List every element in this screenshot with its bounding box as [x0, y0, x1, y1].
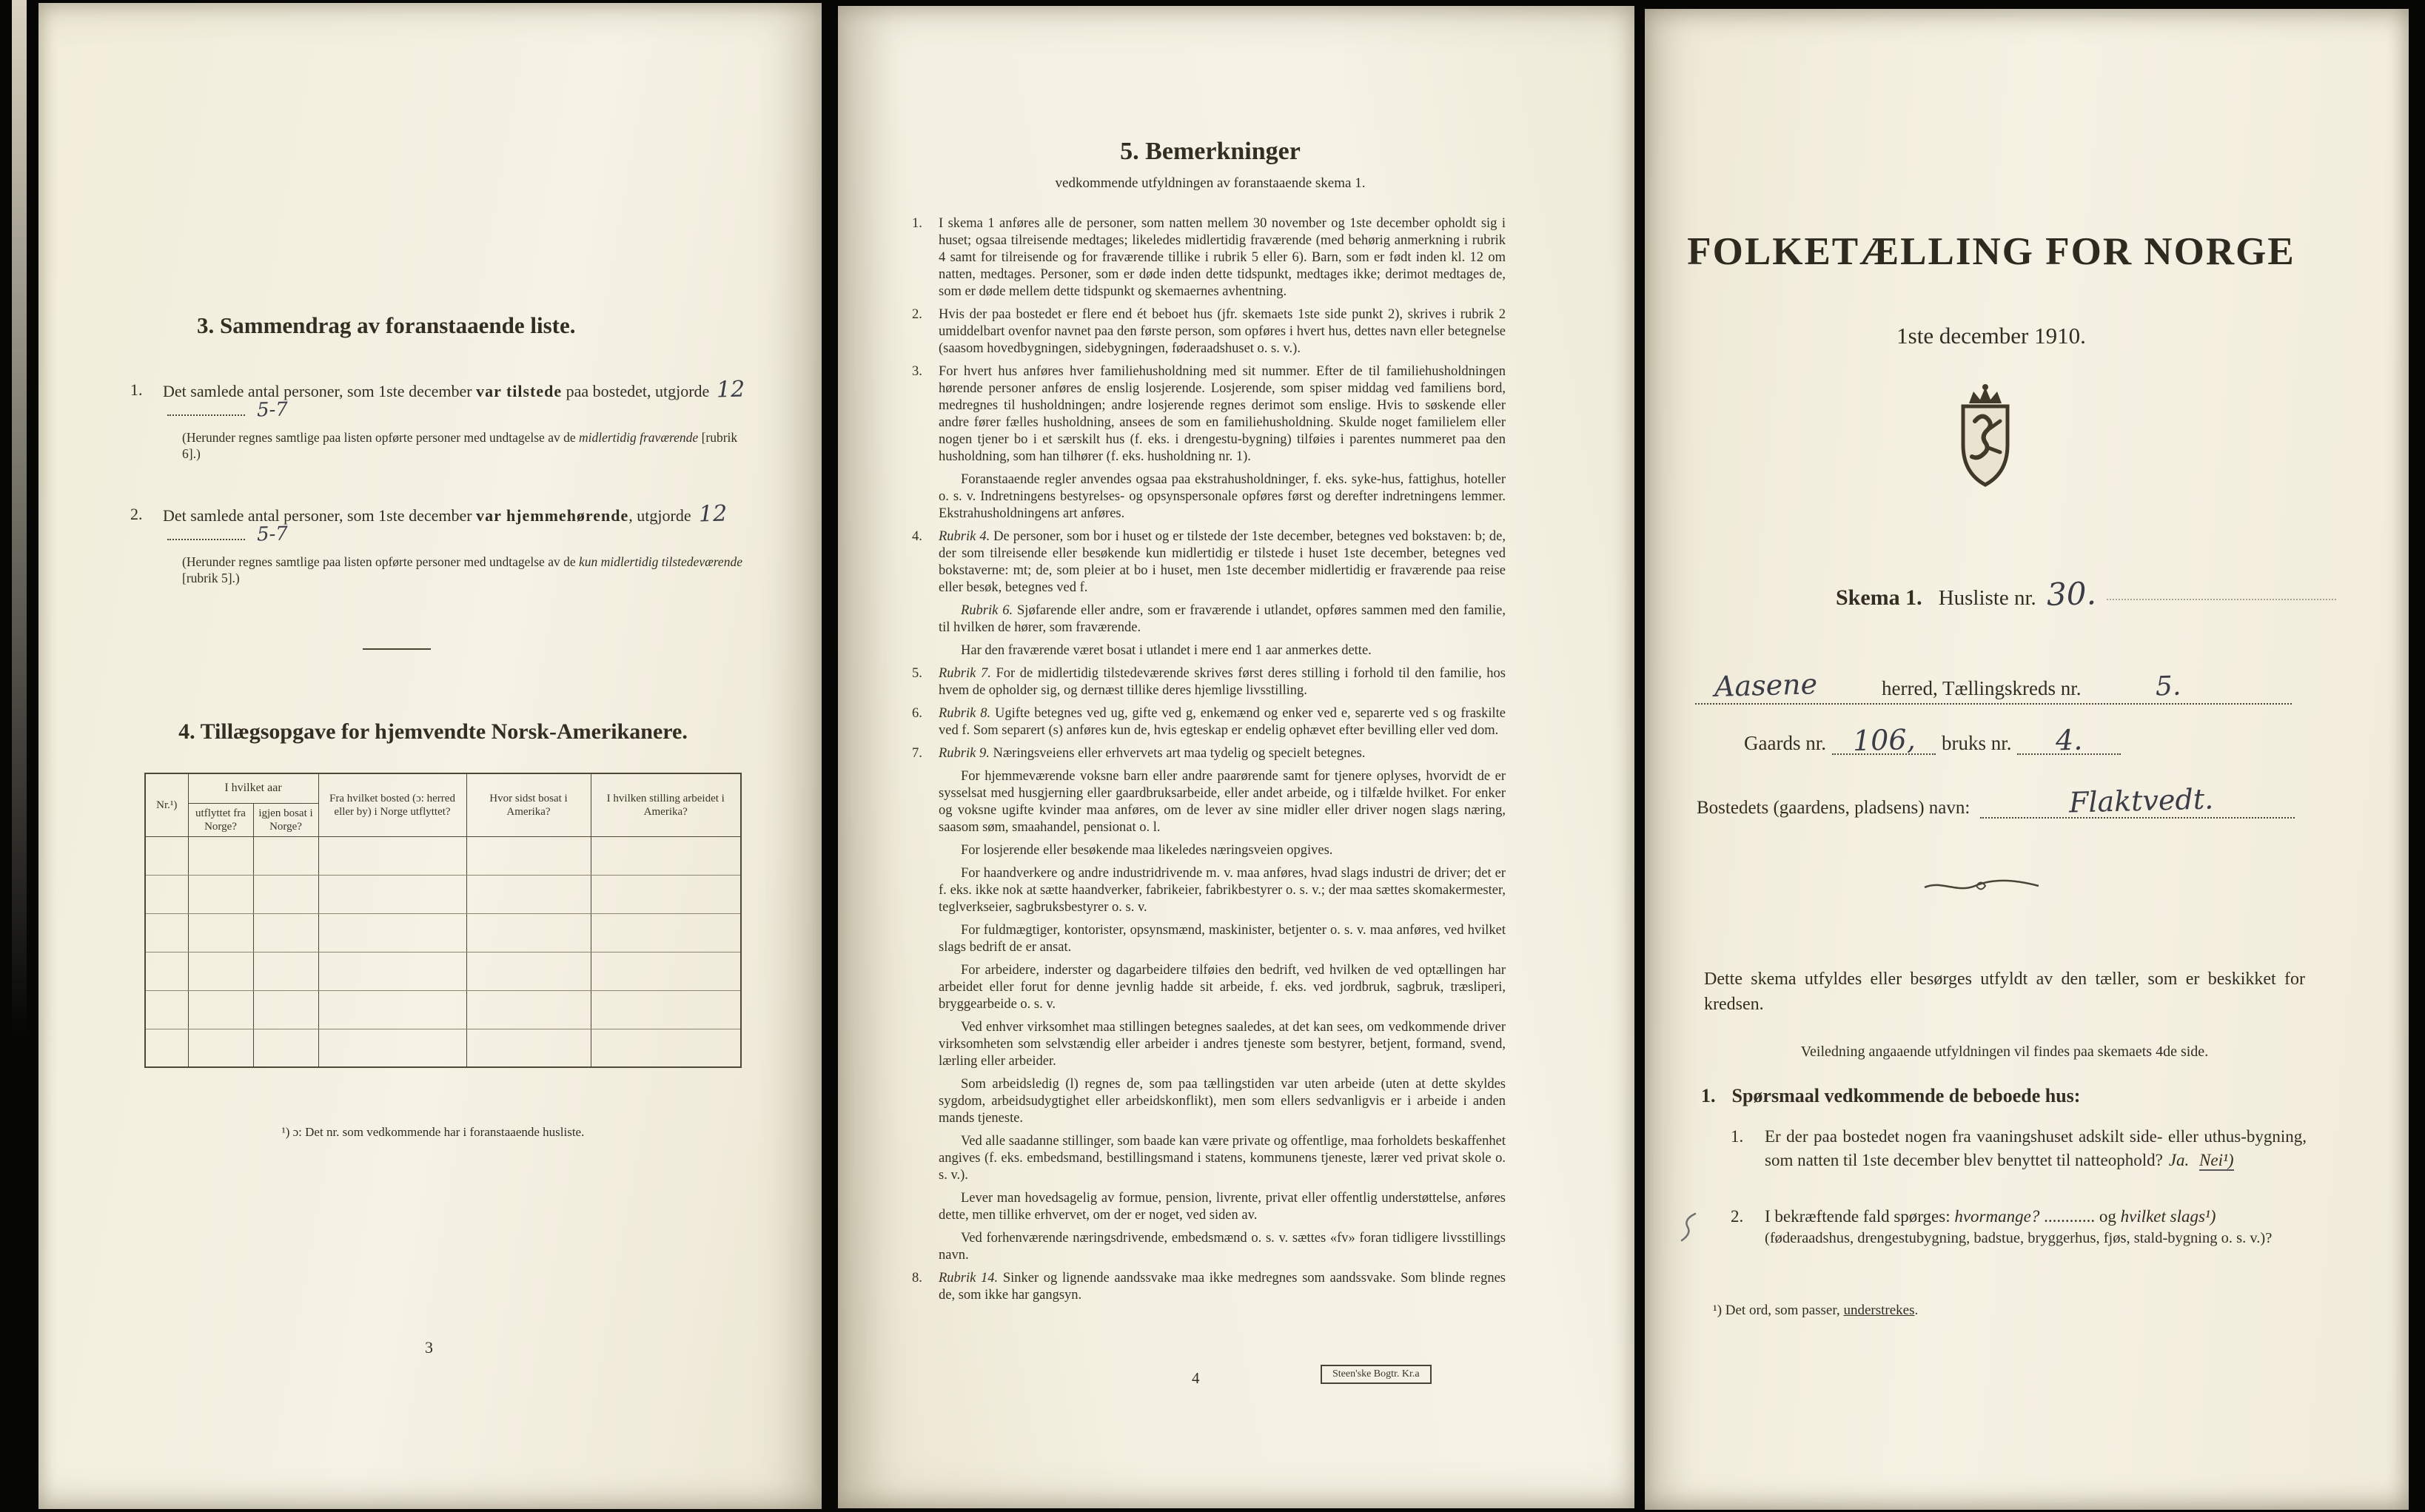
- gaards-label: Gaards nr.: [1744, 732, 1826, 754]
- section-divider: [363, 648, 431, 650]
- remarks-heading: 5. Bemerkninger: [1120, 138, 1301, 165]
- paragraph-number: 8.: [912, 1271, 922, 1286]
- col-header-returned: igjen bosat i Norge?: [253, 803, 318, 836]
- paragraph-text: I skema 1 anføres alle de personer, som natten mellem 30 november og 1ste december opholdt sig i huset; ogsaa tilreisende medtages; likeledes midlertidig fraværende (med behørig anmerkning i rubrik 4 samt for tilreisende og for fraværende tillike i rubrik 5 eller 6). Barn, som er født inden kl. 12 om natten, medtages. Personer, som er døde inden dette tidspunkt, medtages ikke; derimot medtages de, som er døde mellem dette tidspunkt og skemaernes avhentning.: [939, 216, 1506, 299]
- empty-cell: [318, 990, 466, 1029]
- empty-cell: [253, 875, 318, 913]
- handwritten-kreds-number: 5.: [2155, 671, 2181, 702]
- table-row: [145, 836, 741, 875]
- empty-cell: [591, 952, 741, 990]
- footnote-text: .: [1914, 1303, 1919, 1318]
- question-text: og: [2099, 1207, 2121, 1226]
- remarks-paragraph: [909, 922, 1506, 956]
- question-parenthetical: (føderaadshus, drengestubygning, badstue, bryggerhus, fjøs, stald-bygning o. s. v.)?: [1765, 1229, 2273, 1246]
- item-text: paa bostedet, utgjorde: [562, 382, 710, 400]
- rubrik-lead: Rubrik 7.: [939, 666, 991, 681]
- item-number: 1.: [130, 380, 143, 399]
- remarks-paragraph: [909, 1190, 1506, 1224]
- paragraph-text: Ved alle saadanne stillinger, som baade kan være private og offentlige, maa forholdets beskaffenhet angives (f. eks. embedsmand, bestillingsmand i statens, kommunens tjeneste, lærer ved privat skole o. s. v.).: [939, 1134, 1506, 1183]
- empty-cell: [188, 875, 253, 913]
- question-text-italic: hvilket slags¹): [2120, 1207, 2216, 1226]
- item-text: , utgjorde: [628, 506, 691, 525]
- remarks-paragraph: [909, 471, 1506, 523]
- herred-line: [1695, 662, 2292, 705]
- filled-by-note: Dette skema utfyldes eller besørges utfyldt av den tæller, som er beskikket for kredsen.: [1704, 970, 2305, 1014]
- empty-cell: [145, 836, 188, 875]
- remarks-subheading: vedkommende utfyldningen av foranstaaende skema 1.: [1055, 175, 1366, 191]
- empty-cell: [591, 875, 741, 913]
- paragraph-text: Har den fraværende været bosat i utlandet i mere end 1 aar anmerkes dette.: [961, 643, 1372, 658]
- remarks-body: [909, 215, 1506, 1310]
- table-header-row: [145, 773, 741, 803]
- empty-cell: [188, 952, 253, 990]
- ruled-line: [1980, 782, 2295, 819]
- note-text: (Herunder regnes samtlige paa listen opførte personer med undtagelse av de: [182, 554, 579, 569]
- remarks-paragraph: [909, 306, 1506, 357]
- remarks-paragraph: [909, 1133, 1506, 1184]
- item-note: [163, 429, 751, 462]
- empty-cell: [188, 990, 253, 1029]
- remarks-paragraph: [909, 842, 1506, 859]
- remarks-paragraph: [909, 602, 1506, 636]
- left-page: [38, 3, 822, 1509]
- col-header-from-where: Fra hvilket bosted (ɔ: herred eller by) i Norge utflyttet?: [318, 773, 466, 836]
- empty-cell: [188, 913, 253, 952]
- empty-cell: [466, 990, 591, 1029]
- page-number: 3: [425, 1338, 433, 1357]
- question-text: I bekræftende fald spørges:: [1765, 1207, 1955, 1226]
- note-text: [rubrik 5].): [182, 571, 240, 585]
- paragraph-text: Foranstaaende regler anvendes ogsaa paa ekstrahusholdninger, f. eks. syke-hus, fattighus, hoteller o. s. v. Indretningens bestyrelses- og opsynspersonale opføres først og derefter indretningens lemmer. Ekstrahusholdningens art anføres.: [939, 472, 1506, 521]
- questions-heading-number: 1.: [1701, 1085, 1716, 1106]
- empty-cell: [188, 836, 253, 875]
- schema-line: [1836, 576, 2336, 612]
- handwritten-annotation: 5-7: [256, 523, 289, 546]
- margin-scribble: [1677, 1211, 1703, 1243]
- paragraph-text: For arbeidere, inderster og dagarbeidere tilføies den bedrift, ved hvilken de ved optællingen har arbeidet eller forut for denne jevnlig hadde sit arbeide, f. eks. ved jordbruk, sagbruk, træsliperi, bryggearbeide o. s. v.: [939, 963, 1506, 1012]
- handwritten-bruks-number: 4.: [2055, 723, 2084, 757]
- right-page: [1645, 9, 2409, 1510]
- paragraph-text: For fuldmægtiger, kontorister, opsynsmænd, maskinister, betjenter o. s. v. maa anføres, ved hvilket slags bedrift de er ansat.: [939, 923, 1506, 955]
- empty-cell: [466, 1029, 591, 1067]
- table-row: [145, 913, 741, 952]
- section4-heading: 4. Tillægsopgave for hjemvendte Norsk-Amerikanere.: [178, 719, 688, 744]
- question-number: 1.: [1731, 1127, 1744, 1146]
- dotted-leader: [167, 539, 245, 540]
- handwritten-bosted-name: Flaktvedt.: [2068, 782, 2215, 819]
- answer-ja: Ja.: [2168, 1150, 2190, 1169]
- remarks-paragraph: [909, 745, 1506, 762]
- paragraph-text: Næringsveiens eller erhvervets art maa tydelig og specielt betegnes.: [989, 746, 1366, 761]
- paragraph-number: 7.: [912, 746, 922, 761]
- table-row: [145, 875, 741, 913]
- handwritten-husliste-number: 30.: [2046, 575, 2097, 613]
- form-date: 1ste december 1910.: [1896, 323, 2086, 349]
- footnote-underlined: understrekes: [1843, 1303, 1915, 1318]
- empty-cell: [253, 913, 318, 952]
- empty-cell: [591, 990, 741, 1029]
- rubrik-lead: Rubrik 6.: [961, 603, 1013, 618]
- remarks-paragraph: [909, 363, 1506, 466]
- paragraph-text: For haandverkere og andre industridrivende m. v. maa anføres, hvad slags industri de driver; det er f. eks. ikke nok at sætte haandverker, fabrikeier, fabrikbestyrer o. s. v.; der maa sættes skomakermester, teglverkseier, sagbruksbestyrer o. s. v.: [939, 866, 1506, 915]
- remarks-paragraph: [909, 215, 1506, 300]
- paragraph-number: 5.: [912, 666, 922, 681]
- paragraph-text: De personer, som bor i huset og er tilstede der 1ste december, betegnes ved bokstaven: b; de, der som tilreisende eller besøkende kun midlertidig er tilstede i huset 1ste december, betegnes ved bokstaverne: mt; de, som pleier at bo i huset, men 1ste december midlertidig er fraværende paa reise eller besøk, betegnes ved f.: [939, 529, 1506, 595]
- paragraph-number: 2.: [912, 307, 922, 322]
- husliste-label: Husliste nr.: [1938, 586, 2036, 610]
- paragraph-text: Som arbeidsledig (l) regnes de, som paa tællingstiden var uten arbeide (uten at dette skyldes sygdom, arbeidsudygtighet eller arbeidskonflikt), men som ellers sedvanligvis er i arbeide i anden mands tjeneste.: [939, 1077, 1506, 1126]
- page-number: 4: [1192, 1369, 1200, 1387]
- rubrik-lead: Rubrik 9.: [939, 746, 990, 761]
- guidance-note: Veiledning angaaende utfyldningen vil findes paa skemaets 4de side.: [1800, 1044, 2209, 1060]
- table-row: [145, 1029, 741, 1067]
- remarks-paragraph: [909, 768, 1506, 836]
- gaard-line: [1744, 721, 2127, 762]
- section3-heading: 3. Sammendrag av foranstaaende liste.: [197, 312, 576, 338]
- middle-page: [838, 6, 1634, 1508]
- paragraph-text: For hjemmeværende voksne barn eller andre paarørende samt for tjenere oplyses, hvorvidt de er sysselsat med husgjerning eller gaardbruksarbeide, eller andet arbeide, og i tilfælde hvilket. For enker og voksne ugifte kvinder maa anføres, om de lever av sine midler eller driver nogen slags næring, saasom søm, smaahandel, pensionat o. l.: [939, 769, 1506, 835]
- footnote-text: ¹) Det ord, som passer,: [1713, 1303, 1844, 1318]
- col-header-emigrated: utflyttet fra Norge?: [188, 803, 253, 836]
- item-number: 2.: [130, 505, 143, 523]
- empty-cell: [145, 875, 188, 913]
- empty-cell: [318, 875, 466, 913]
- note-text: (Herunder regnes samtlige paa listen opførte personer med undtagelse av de: [182, 430, 579, 445]
- bosted-line: [1697, 777, 2295, 819]
- empty-cell: [466, 913, 591, 952]
- note-text: [rubrik 6].): [182, 430, 738, 461]
- empty-cell: [591, 836, 741, 875]
- remarks-paragraph: [909, 1270, 1506, 1304]
- question-2: [1731, 1205, 2307, 1249]
- remarks-paragraph: [909, 528, 1506, 597]
- handwritten-annotation: 5-7: [256, 398, 289, 422]
- item-text-emphasis: var hjemmehørende: [476, 506, 629, 525]
- table-row: [145, 952, 741, 990]
- empty-cell: [466, 952, 591, 990]
- questions-heading: [1701, 1085, 2080, 1107]
- ruled-line: [1832, 721, 1936, 758]
- paragraph-number: 4.: [912, 529, 922, 544]
- empty-cell: [145, 990, 188, 1029]
- empty-cell: [591, 1029, 741, 1067]
- paragraph-text: Sjøfarende eller andre, som er fraværende i utlandet, opføres sammen med den familie, til hvilken de hører, som fraværende.: [939, 603, 1506, 635]
- remarks-paragraph: [909, 1230, 1506, 1264]
- empty-cell: [253, 836, 318, 875]
- note-emphasis: kun midlertidig tilstedeværende: [578, 554, 742, 569]
- empty-cell: [318, 913, 466, 952]
- table-footnote: ¹) ɔ: Det nr. som vedkommende har i foranstaaende husliste.: [281, 1125, 585, 1139]
- col-header-last-residence: Hvor sidst bosat i Amerika?: [466, 773, 591, 836]
- empty-cell: [318, 1029, 466, 1067]
- col-header-nr: Nr.¹): [145, 773, 188, 836]
- remarks-paragraph: [909, 865, 1506, 916]
- paragraph-text: For de midlertidig tilstedeværende skrives først deres stilling i forhold til den familie, hos hvem de opholder sig, og dernæst tillike deres hjemlige livsstilling.: [939, 666, 1506, 698]
- remarks-paragraph: [909, 665, 1506, 699]
- bruks-label: bruks nr.: [1941, 732, 2012, 754]
- paragraph-text: Hvis der paa bostedet er flere end ét beboet hus (jfr. skemaets 1ste side punkt 2), skrives i rubrik 2 umiddelbart ovenfor navnet paa den første person, som opføres i hvert hus, dettes navn eller betegnelse (saasom hovedbygningen, sidebygningen, føderaadshuset o. s. v.).: [939, 307, 1506, 356]
- ruled-line: [2107, 599, 2336, 600]
- handwritten-count: 12: [698, 500, 728, 528]
- item-text: Det samlede antal personer, som 1ste december: [163, 382, 477, 400]
- handwritten-gaards-number: 106,: [1852, 722, 1916, 758]
- schema-label: Skema 1.: [1836, 585, 1922, 610]
- paragraph-text: Lever man hovedsagelig av formue, pension, livrente, privat eller offentlig understøttelse, anføres dette, men tillike erhvervet, om der er noget, ved siden av.: [939, 1191, 1506, 1223]
- col-header-occupation: I hvilken stilling arbeidet i Amerika?: [591, 773, 741, 836]
- coat-of-arms: [1941, 380, 2030, 514]
- paragraph-number: 3.: [912, 364, 922, 379]
- question-1: [1731, 1125, 2307, 1172]
- question-number: 2.: [1731, 1207, 1744, 1226]
- question-text: Er der paa bostedet nogen fra vaaningshuset adskilt side- eller uthus-bygning, som natten til 1ste december blev benyttet til natteophold?: [1765, 1127, 2307, 1169]
- paragraph-text: For hvert hus anføres hver familiehusholdning med sit nummer. Efter de til familiehusholdningen hørende personer anføres de enslig losjerende. Losjerende, som spiser middag ved familiens bord, medregnes til husholdningen; andre losjerende regnes derimot som enslige. Hvis to søskende eller andre fører fælles husholdning, ansees de som en familiehusholdning. Skulde noget familielem eller nogen tjener bo i et særskilt hus (f. eks. i drengestu-bygning) tilføies i parentes nummeret paa den husholdning, som han tilhører (f. eks. husholdning nr. 1).: [939, 364, 1506, 464]
- empty-cell: [253, 952, 318, 990]
- remarks-paragraph: [909, 1019, 1506, 1070]
- item-text-emphasis: var tilstede: [476, 382, 563, 400]
- summary-item-2: [130, 500, 751, 586]
- empty-cell: [318, 836, 466, 875]
- empty-cell: [253, 1029, 318, 1067]
- empty-cell: [591, 913, 741, 952]
- empty-cell: [253, 990, 318, 1029]
- answer-nei-underlined: Nei¹): [2199, 1150, 2234, 1169]
- questions-heading-text: Spørsmaal vedkommende de beboede hus:: [1731, 1085, 2081, 1106]
- form-footnote: [1713, 1303, 1918, 1319]
- rubrik-lead: Rubrik 4.: [939, 529, 990, 544]
- ornamental-divider: [1922, 876, 2042, 896]
- paragraph-text: Ved forhenværende næringsdrivende, embedsmænd o. s. v. sættes «fv» foran tidligere livsstillings navn.: [939, 1231, 1506, 1263]
- paragraph-number: 6.: [912, 706, 922, 721]
- empty-cell: [318, 952, 466, 990]
- item-text: Det samlede antal personer, som 1ste december: [163, 506, 477, 525]
- summary-item-1: [130, 376, 751, 462]
- question-text-italic: hvormange?: [1954, 1207, 2040, 1226]
- herred-label: herred, Tællingskreds nr.: [1882, 677, 2082, 699]
- table-row: [145, 990, 741, 1029]
- printer-imprint: Steen'ske Bogtr. Kr.a: [1321, 1365, 1432, 1384]
- paragraph-text: Sinker og lignende aandssvake maa ikke medregnes som aandssvake. Som blinde regnes de, som ikke har gangsyn.: [939, 1271, 1506, 1303]
- empty-cell: [145, 913, 188, 952]
- empty-cell: [466, 875, 591, 913]
- handwritten-count: 12: [716, 376, 745, 403]
- bosted-label: Bostedets (gaardens, pladsens) navn:: [1697, 798, 1970, 818]
- paragraph-text: For losjerende eller besøkende maa likeledes næringsveien opgives.: [961, 843, 1333, 858]
- form-title: FOLKETÆLLING FOR NORGE: [1687, 230, 2295, 273]
- col-header-year-group: I hvilket aar: [188, 773, 318, 803]
- paragraph-text: Ugifte betegnes ved ug, gifte ved g, enkemænd og enker ved e, separerte ved s og fraskilte ved f. Som separert (s) anføres kun de, hvis egteskap er endelig ophævet efter bevilling eller ved dom.: [939, 706, 1506, 738]
- ruled-line: [2017, 721, 2121, 755]
- note-emphasis: midlertidig fraværende: [578, 430, 699, 445]
- paragraph-text: Ved enhver virksomhet maa stillingen betegnes saaledes, at det kan sees, om vedkommende driver virksomheten som selvstændig eller arbeider i andres tjeneste som bestyrer, betjent, formand, svend, lærling eller arbeider.: [939, 1020, 1506, 1069]
- remarks-paragraph: [909, 1076, 1506, 1127]
- dotted-blank: ............: [2039, 1207, 2099, 1226]
- handwritten-herred-name: Aasene: [1714, 668, 1818, 703]
- remarks-paragraph: [909, 705, 1506, 739]
- rubrik-lead: Rubrik 8.: [939, 706, 991, 721]
- adjacent-page-edge: [12, 0, 27, 1036]
- paragraph-number: 1.: [912, 216, 922, 231]
- dotted-leader: [167, 414, 245, 416]
- remarks-paragraph: [909, 642, 1506, 659]
- empty-cell: [188, 1029, 253, 1067]
- remarks-paragraph: [909, 962, 1506, 1013]
- empty-cell: [145, 1029, 188, 1067]
- item-note: [163, 554, 751, 586]
- rubrik-lead: Rubrik 14.: [939, 1271, 999, 1286]
- returnees-table: [144, 773, 742, 1068]
- empty-cell: [466, 836, 591, 875]
- empty-cell: [145, 952, 188, 990]
